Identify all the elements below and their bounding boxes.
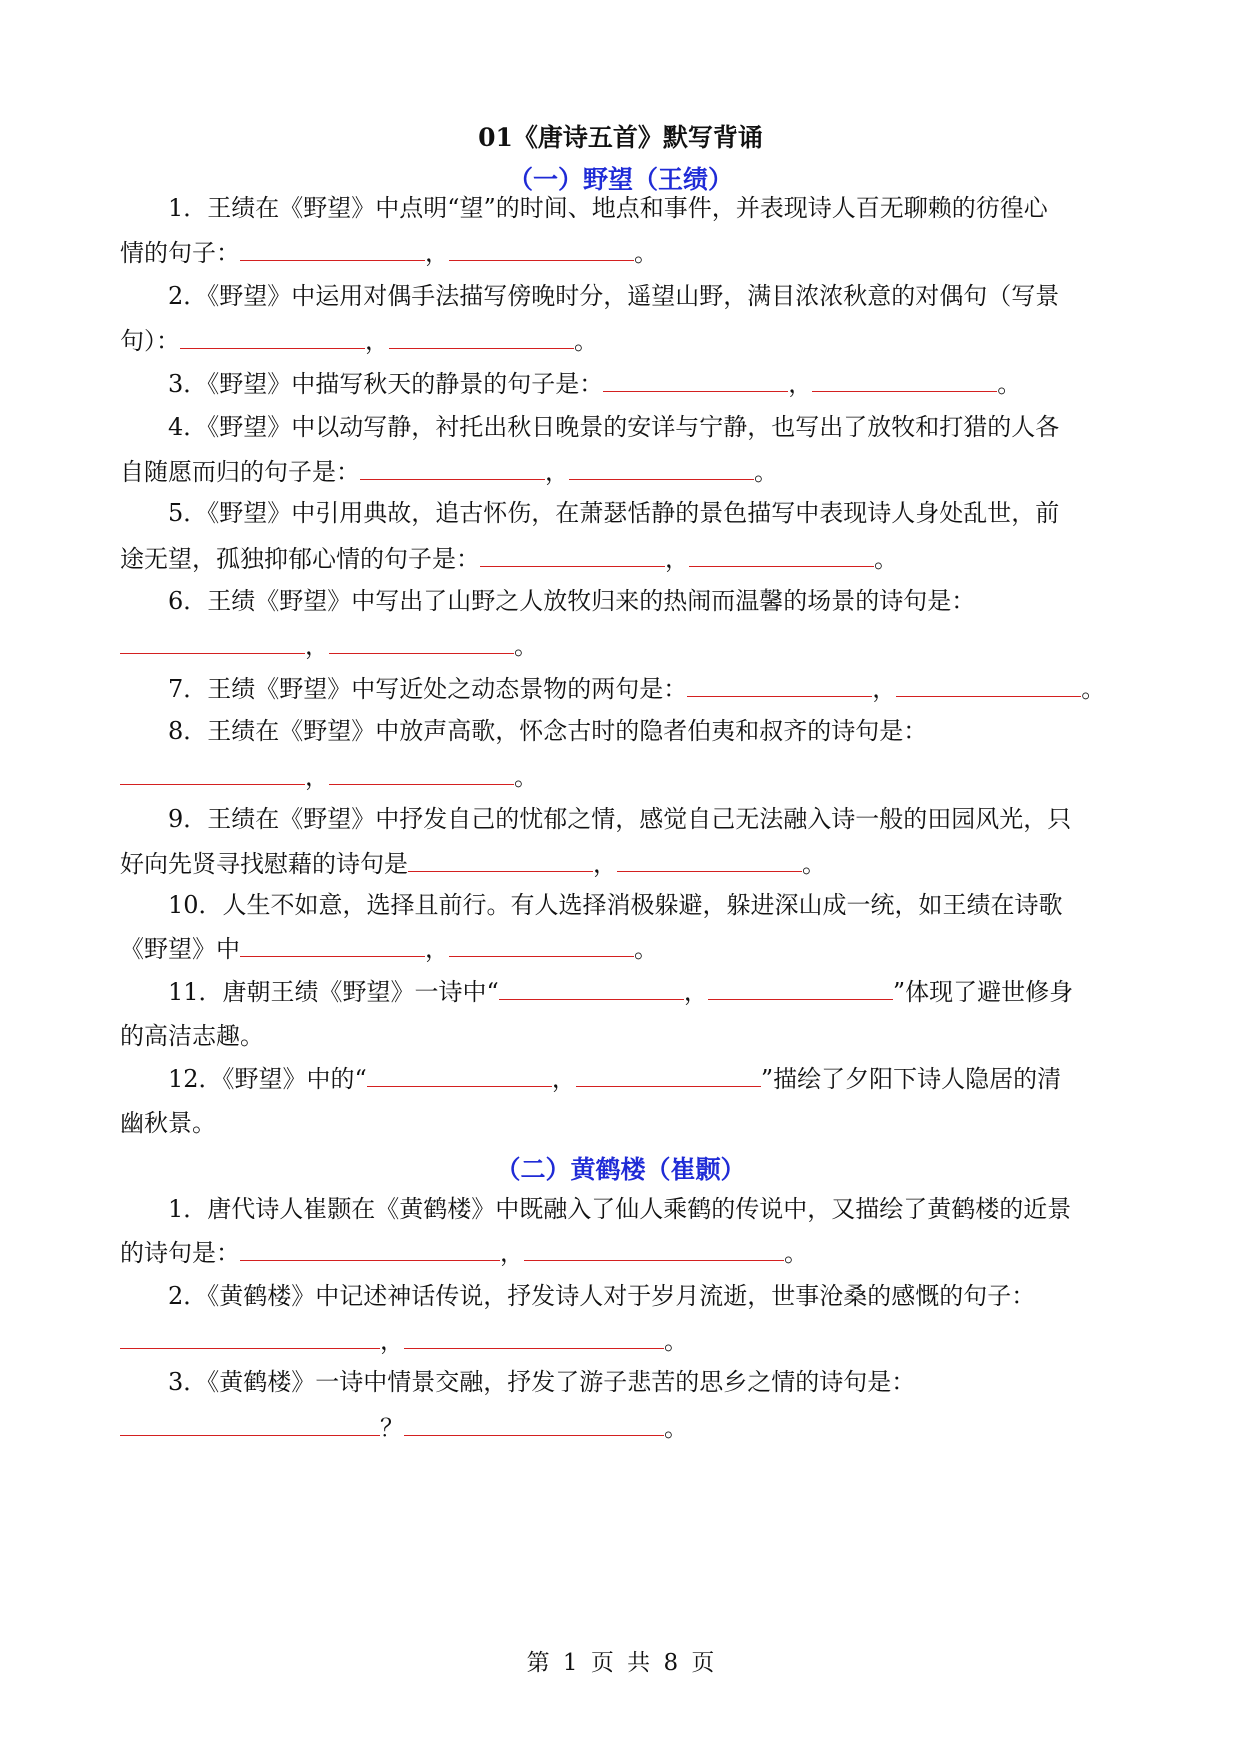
question-text: 4．《野望》中以动写静，衬托出秋日晚景的安详与宁静，也写出了放牧和打猎的人各 — [168, 413, 1060, 441]
punctuation: 。 — [784, 1239, 808, 1267]
question-line — [120, 544, 1130, 574]
answer-blank[interactable] — [812, 371, 997, 392]
punctuation: ， — [788, 370, 813, 398]
question-text: 1．王绩在《野望》中点明“望”的时间、地点和事件，并表现诗人百无聊赖的彷徨心 — [168, 194, 1048, 222]
answer-blank[interactable] — [576, 1066, 761, 1087]
answer-blank[interactable] — [360, 459, 545, 480]
answer-blank[interactable] — [480, 546, 665, 567]
question-line — [120, 762, 1130, 792]
question-text: 途无望，孤独抑郁心情的句子是： — [120, 545, 480, 573]
question-text: 情的句子： — [120, 239, 240, 267]
punctuation: 。 — [634, 239, 658, 267]
answer-blank[interactable] — [499, 979, 684, 1000]
question-line — [168, 674, 1178, 704]
answer-blank[interactable] — [240, 936, 425, 957]
answer-blank[interactable] — [689, 546, 874, 567]
question-line — [120, 1238, 1130, 1268]
answer-blank[interactable] — [180, 328, 365, 349]
page-footer: 第 1 页 共 8 页 — [526, 1650, 715, 1676]
answer-blank[interactable] — [404, 1328, 664, 1349]
punctuation: 。 — [1081, 675, 1106, 703]
question-line — [120, 1326, 1130, 1356]
question-line — [168, 369, 1178, 399]
answer-blank[interactable] — [120, 1328, 380, 1349]
punctuation: ， — [551, 1065, 576, 1093]
punctuation: ， — [305, 632, 329, 660]
answer-blank[interactable] — [240, 1240, 500, 1261]
section-heading-ye-wang: （一）野望（王绩） — [507, 165, 733, 194]
question-text: 的高洁志趣。 — [120, 1022, 264, 1050]
answer-blank[interactable] — [329, 764, 514, 785]
question-text: 3．《黄鹤楼》一诗中情景交融，抒发了游子悲苦的思乡之情的诗句是： — [168, 1368, 916, 1396]
question-line — [120, 326, 1130, 356]
question-text: 2．《黄鹤楼》中记述神话传说，抒发诗人对于岁月流逝，世事沧桑的感慨的句子： — [168, 1282, 1036, 1310]
question-text: 9．王绩在《野望》中抒发自己的忧郁之情，感觉自己无法融入诗一般的田园风光，只 — [168, 805, 1072, 833]
answer-blank[interactable] — [524, 1240, 784, 1261]
answer-blank[interactable] — [120, 1415, 380, 1436]
question-line — [120, 238, 1130, 268]
answer-blank[interactable] — [708, 979, 893, 1000]
answer-blank[interactable] — [120, 764, 305, 785]
punctuation: 。 — [514, 632, 538, 660]
question-text: 幽秋景。 — [120, 1109, 216, 1137]
answer-blank[interactable] — [449, 240, 634, 261]
answer-blank[interactable] — [687, 676, 872, 697]
punctuation: 。 — [664, 1327, 688, 1355]
punctuation: ， — [665, 545, 689, 573]
question-text: ”体现了避世修身 — [892, 978, 1074, 1006]
punctuation: 。 — [514, 763, 538, 791]
punctuation: ， — [683, 978, 708, 1006]
question-text: 1．唐代诗人崔颢在《黄鹤楼》中既融入了仙人乘鹤的传说中，又描绘了黄鹤楼的近景 — [168, 1195, 1072, 1223]
answer-blank[interactable] — [404, 1415, 664, 1436]
question-line — [120, 631, 1130, 661]
answer-blank[interactable] — [367, 1066, 552, 1087]
question-text: 7．王绩《野望》中写近处之动态景物的两句是： — [168, 675, 688, 703]
question-text: 8．王绩在《野望》中放声高歌，怀念古时的隐者伯夷和叔齐的诗句是： — [168, 717, 928, 745]
punctuation: ？ — [380, 1414, 404, 1442]
punctuation: ， — [425, 935, 449, 963]
question-line — [168, 977, 1178, 1007]
question-text: 2．《野望》中运用对偶手法描写傍晚时分，遥望山野，满目浓浓秋意的对偶句（写景 — [168, 282, 1060, 310]
punctuation: 。 — [997, 370, 1022, 398]
punctuation: 。 — [634, 935, 658, 963]
answer-blank[interactable] — [240, 240, 425, 261]
question-text: 5．《野望》中引用典故，追古怀伤，在萧瑟恬静的景色描写中表现诗人身处乱世，前 — [168, 499, 1060, 527]
question-text: 自随愿而归的句子是： — [120, 458, 360, 486]
question-text: ”描绘了夕阳下诗人隐居的清 — [760, 1065, 1062, 1093]
question-line — [120, 849, 1130, 879]
question-text: 11．唐朝王绩《野望》一诗中“ — [168, 978, 499, 1006]
question-text: 3．《野望》中描写秋天的静景的句子是： — [168, 370, 604, 398]
punctuation: 。 — [874, 545, 898, 573]
punctuation: ， — [500, 1239, 524, 1267]
question-text: 的诗句是： — [120, 1239, 240, 1267]
question-text: 6．王绩《野望》中写出了山野之人放牧归来的热闹而温馨的场景的诗句是： — [168, 587, 976, 615]
answer-blank[interactable] — [603, 371, 788, 392]
answer-blank[interactable] — [329, 633, 514, 654]
question-text: 《野望》中 — [120, 935, 240, 963]
answer-blank[interactable] — [449, 936, 634, 957]
section-heading-huang-he-lou: （二）黄鹤楼（崔颢） — [495, 1155, 746, 1184]
answer-blank[interactable] — [569, 459, 754, 480]
punctuation: ， — [305, 763, 329, 791]
punctuation: ， — [593, 850, 617, 878]
document-title: 01《唐诗五首》默写背诵 — [478, 123, 763, 152]
answer-blank[interactable] — [120, 633, 305, 654]
question-line — [120, 934, 1130, 964]
answer-blank[interactable] — [896, 676, 1081, 697]
punctuation: 。 — [574, 327, 598, 355]
punctuation: ， — [380, 1327, 404, 1355]
punctuation: ， — [872, 675, 897, 703]
punctuation: 。 — [664, 1414, 688, 1442]
question-line — [168, 1064, 1178, 1094]
punctuation: ， — [545, 458, 569, 486]
answer-blank[interactable] — [408, 851, 593, 872]
answer-blank[interactable] — [389, 328, 574, 349]
question-text: 好向先贤寻找慰藉的诗句是 — [120, 850, 408, 878]
punctuation: 。 — [802, 850, 826, 878]
question-text: 句）： — [120, 327, 180, 355]
punctuation: ， — [365, 327, 389, 355]
punctuation: ， — [425, 239, 449, 267]
question-text: 10．人生不如意，选择且前行。有人选择消极躲避，躲进深山成一统，如王绩在诗歌 — [168, 891, 1063, 919]
question-line — [120, 457, 1130, 487]
punctuation: 。 — [754, 458, 778, 486]
question-text: 12．《野望》中的“ — [168, 1065, 367, 1093]
answer-blank[interactable] — [617, 851, 802, 872]
question-line — [120, 1413, 1130, 1443]
